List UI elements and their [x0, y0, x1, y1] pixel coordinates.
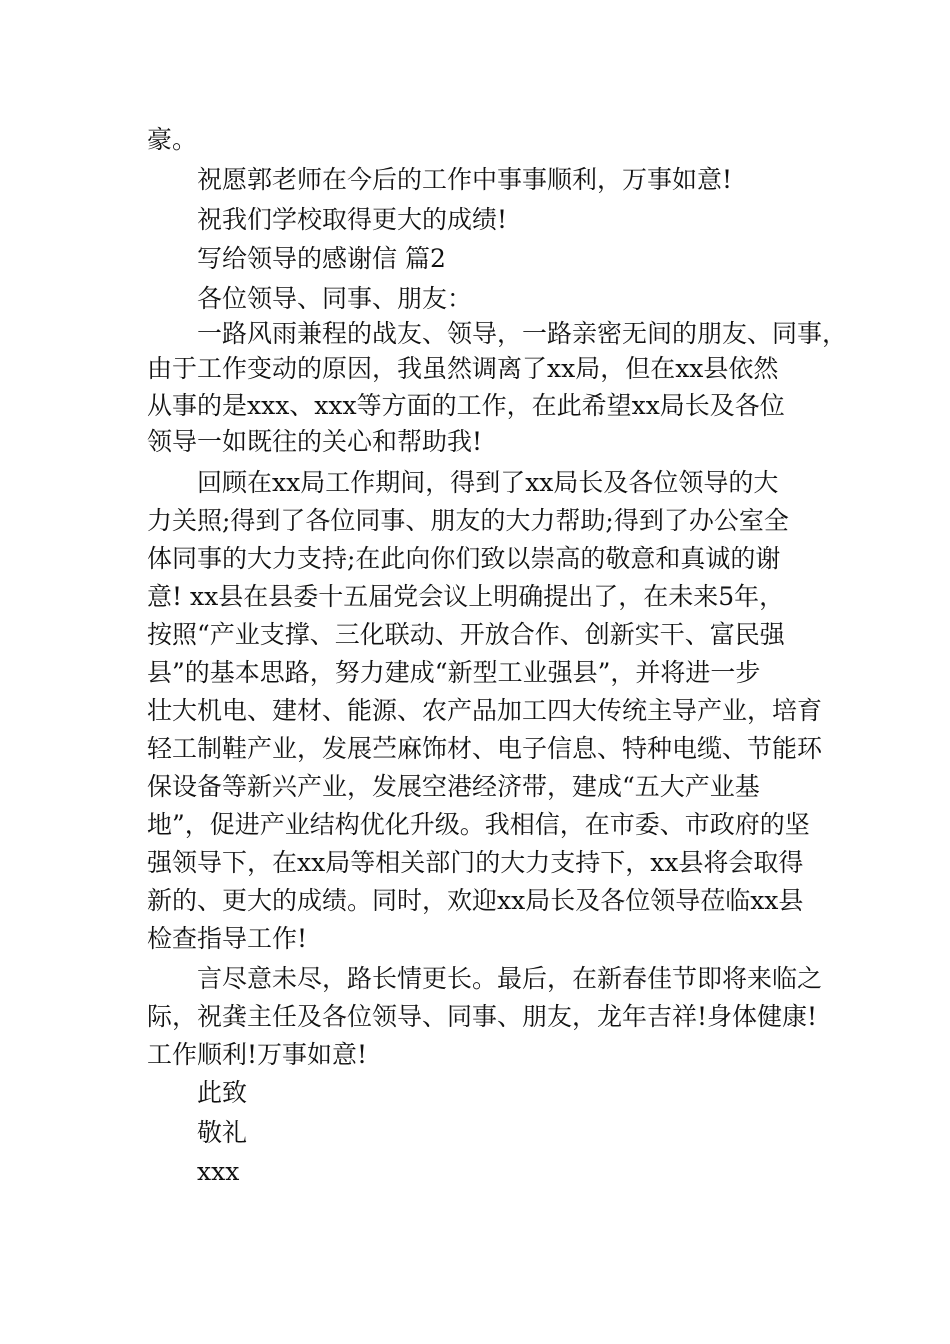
text-line: 壮大机电、建材、能源、农产品加工四大传统主导产业，培育	[147, 696, 823, 725]
text-line: 际，祝龚主任及各位领导、同事、朋友，龙年吉祥!身体健康!	[147, 1002, 818, 1031]
text-line: 祝愿郭老师在今后的工作中事事顺利，万事如意!	[197, 165, 733, 194]
section-heading: 写给领导的感谢信 篇2	[197, 244, 446, 273]
salutation: 各位领导、同事、朋友：	[197, 284, 473, 313]
text-line: 强领导下，在xx局等相关部门的大力支持下，xx县将会取得	[147, 848, 804, 877]
text-line: 领导一如既往的关心和帮助我!	[147, 427, 483, 456]
text-line: 豪。	[147, 125, 198, 154]
text-line: 体同事的大力支持;在此向你们致以崇高的敬意和真诚的谢	[147, 544, 781, 573]
text-line: 力关照;得到了各位同事、朋友的大力帮助;得到了办公室全	[147, 506, 789, 535]
text-line: 轻工制鞋产业，发展苎麻饰材、电子信息、特种电缆、节能环	[147, 734, 823, 763]
text-line: 地”，促进产业结构优化升级。我相信，在市委、市政府的坚	[147, 810, 810, 839]
text-line: 一路风雨兼程的战友、领导，一路亲密无间的朋友、同事，	[197, 319, 848, 348]
text-line: 按照“产业支撑、三化联动、开放合作、创新实干、富民强	[147, 620, 785, 649]
text-line: 回顾在xx局工作期间，得到了xx局长及各位领导的大	[197, 468, 779, 497]
text-line: 新的、更大的成绩。同时，欢迎xx局长及各位领导莅临xx县	[147, 886, 804, 915]
text-line: 检查指导工作!	[147, 924, 308, 953]
closing-line: 此致	[197, 1078, 248, 1107]
text-line: 工作顺利!万事如意!	[147, 1040, 368, 1069]
text-line: 由于工作变动的原因，我虽然调离了xx局，但在xx县依然	[147, 354, 779, 383]
text-line: 保设备等新兴产业，发展空港经济带，建成“五大产业基	[147, 772, 760, 801]
text-line: 言尽意未尽，路长情更长。最后，在新春佳节即将来临之	[197, 964, 823, 993]
text-line: 祝我们学校取得更大的成绩!	[197, 205, 508, 234]
text-line: 意! xx县在县委十五届党会议上明确提出了，在未来5年，	[147, 582, 785, 611]
text-line: 从事的是xxx、xxx等方面的工作，在此希望xx局长及各位	[147, 391, 785, 420]
text-line: 县”的基本思路，努力建成“新型工业强县”，并将进一步	[147, 658, 761, 687]
closing-line: 敬礼	[197, 1118, 248, 1147]
signature: xxx	[197, 1157, 240, 1186]
